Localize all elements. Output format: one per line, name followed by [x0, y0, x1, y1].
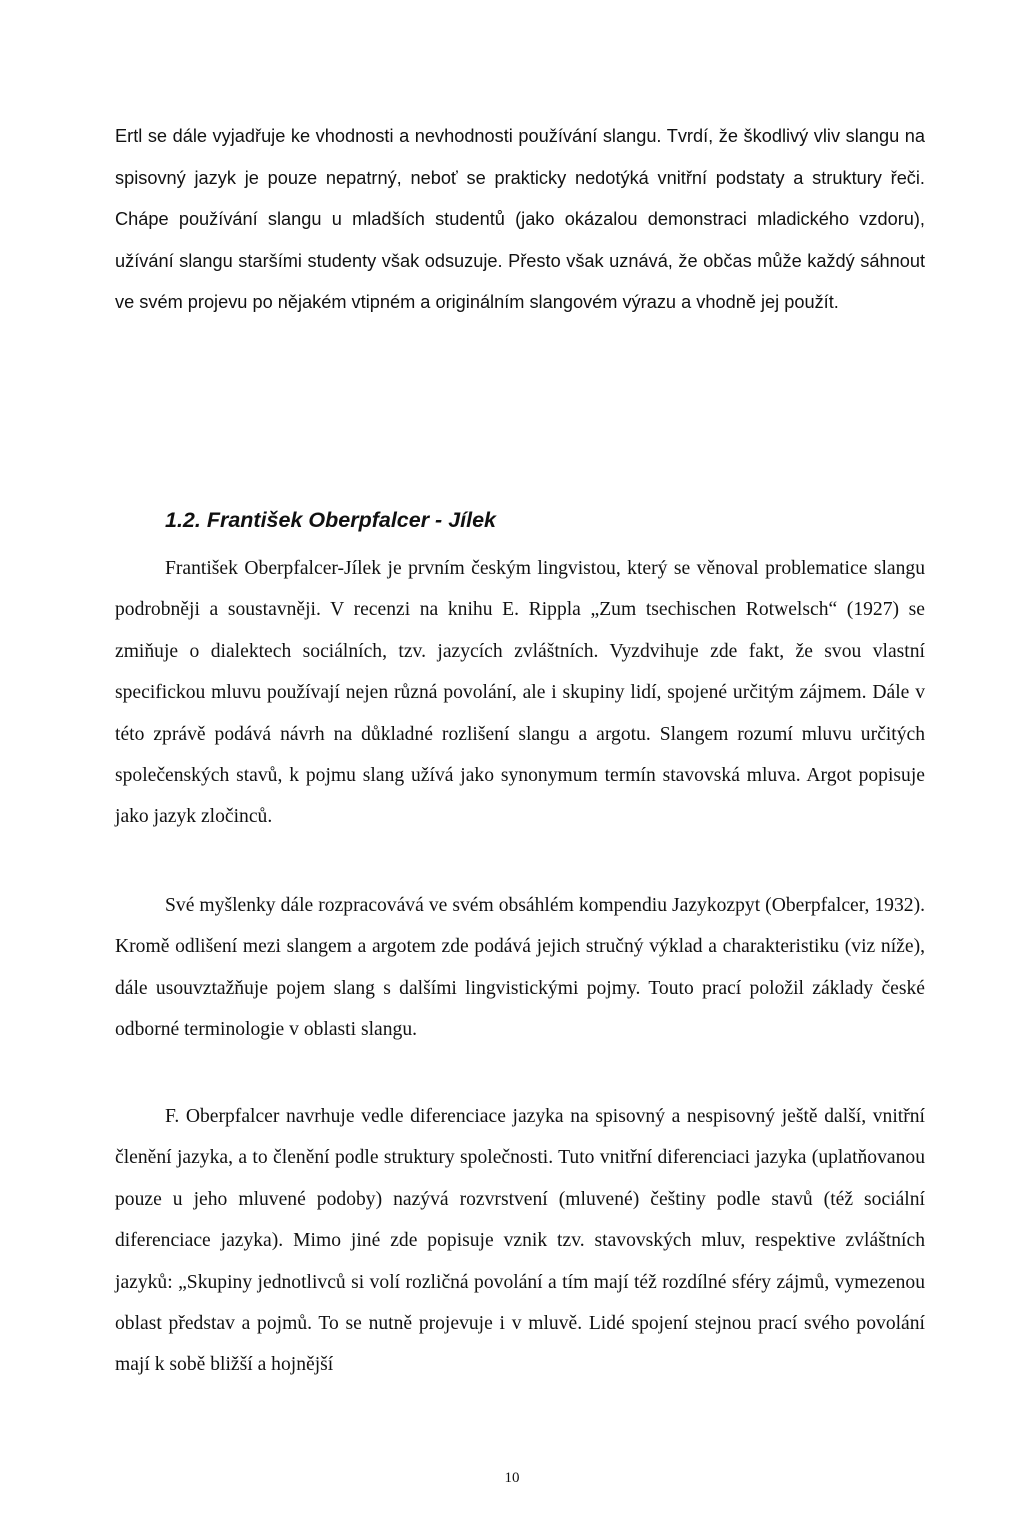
- body-paragraph: Své myšlenky dále rozpracovává ve svém obsáhlém kompendiu Jazykozpyt (Oberpfalcer, 1932). Kromě odlišení mezi slangem a argotem zde podává jejich stručný výklad a charakteristiku (viz níže), dále usouvztažňuje pojem slang s dalšími lingvistickými pojmy. Touto prací položil základy české odborné terminologie v oblasti slangu.: [115, 895, 925, 1041]
- body-paragraph: František Oberpfalcer-Jílek je prvním českým lingvistou, který se věnoval problematice slangu podrobněji a soustavněji. V recenzi na knihu E. Rippla „Zum tsechischen Rotwelsch“ (1927) se zmiňuje o dialektech sociálních, tzv. jazycích zvláštních. Vyzdvihuje zde fakt, že svou vlastní specifickou mluvu používají nejen různá povolání, ale i skupiny lidí, spojené určitým zájmem. Dále v této zprávě podává návrh na důkladné rozlišení slangu a argotu. Slangem rozumí mluvu určitých společenských stavů, k pojmu slang užívá jako synonymum termín stavovská mluva. Argot popisuje jako jazyk zločinců.: [115, 558, 925, 828]
- body-paragraph: F. Oberpfalcer navrhuje vedle diferenciace jazyka na spisovný a nespisovný ještě další, vnitřní členění jazyka, a to členění podle struktury společnosti. Tuto vnitřní diferenciaci jazyka (uplatňovanou pouze u jeho mluvené podoby) nazývá rozvrstvení (mluvené) češtiny podle stavů (též sociální diferenciace jazyka). Mimo jiné zde popisuje vznik tzv. stavovských mluv, respektive zvláštních jazyků: „Skupiny jednotlivců si volí rozličná povolání a tím mají též rozdílné sféry zájmů, vymezenou oblast představ a pojmů. To se nutně projevuje i v mluvě. Lidé spojení stejnou prací svého povolání mají k sobě bližší a hojnější: [115, 1106, 925, 1376]
- body-paragraph: Ertl se dále vyjadřuje ke vhodnosti a nevhodnosti používání slangu. Tvrdí, že škodlivý vliv slangu na spisovný jazyk je pouze nepatrný, neboť se prakticky nedotýká vnitřní podstaty a struktury řeči. Chápe používání slangu u mladších studentů (jako okázalou demonstraci mladického vzdoru), užívání slangu staršími studenty však odsuzuje. Přesto však uznává, že občas může každý sáhnout ve svém projevu po nějakém vtipném a originálním slangovém výrazu a vhodně jej použít.: [115, 126, 925, 313]
- section-heading: 1.2. František Oberpfalcer - Jílek: [165, 508, 497, 532]
- page-number: 10: [504, 1470, 520, 1486]
